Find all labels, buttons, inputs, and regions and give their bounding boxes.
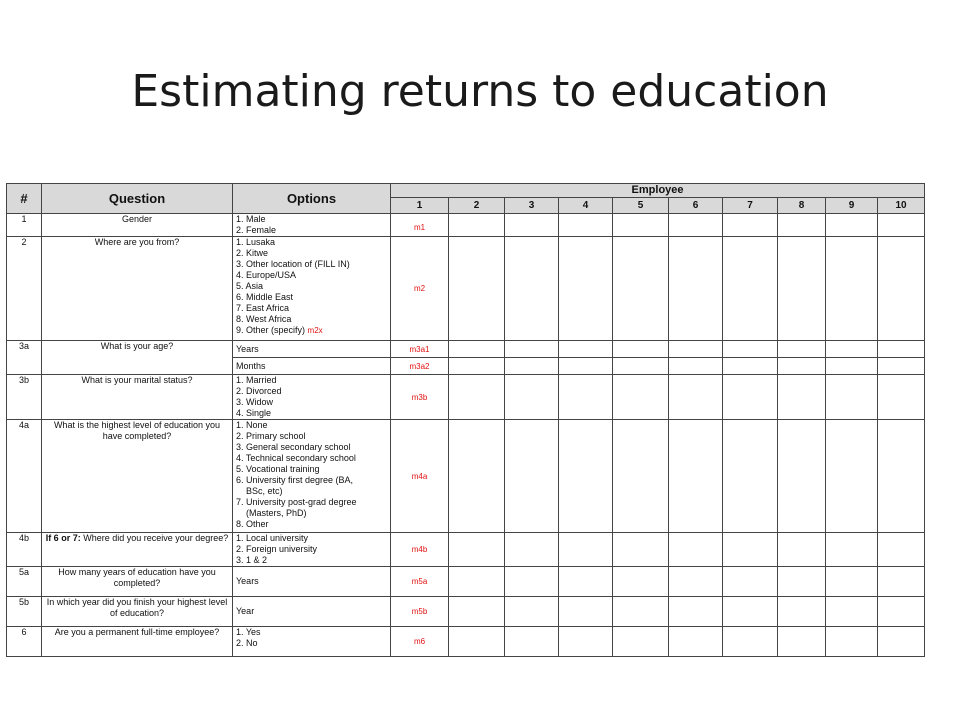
- variable-code: m6: [391, 627, 449, 657]
- question-label: What is your marital status?: [81, 375, 193, 385]
- question-text: [42, 375, 233, 420]
- question-text: [42, 533, 233, 567]
- variable-code: m3a2: [391, 358, 449, 375]
- answer-cell-5b-emp1[interactable]: [449, 597, 505, 627]
- option-item: 7. East Africa: [236, 303, 290, 313]
- option-item: 2. Divorced: [236, 386, 282, 396]
- answer-cell-1-emp8[interactable]: [826, 214, 878, 237]
- answer-cell-4b-emp7[interactable]: [778, 533, 826, 567]
- option-item: 1. Lusaka: [236, 237, 276, 247]
- answer-cell-1-emp2[interactable]: [505, 214, 559, 237]
- table-row: [7, 597, 925, 627]
- answer-cell-5b-emp2[interactable]: [505, 597, 559, 627]
- answer-cell-4a-emp2[interactable]: [505, 420, 559, 533]
- question-label: In which year did you finish your highest level of education?: [46, 597, 228, 618]
- option-item: 8. West Africa: [236, 314, 292, 324]
- answer-cell-4b-emp6[interactable]: [723, 533, 778, 567]
- table-row: [7, 627, 925, 657]
- answer-cell-3a-1-emp2[interactable]: [505, 341, 559, 358]
- answer-cell-4b-emp1[interactable]: [449, 533, 505, 567]
- row-number: 5a: [7, 567, 42, 597]
- answer-cell-4a-emp8[interactable]: [826, 420, 878, 533]
- table-row: [7, 375, 925, 420]
- answer-cell-3a-1-emp4[interactable]: [613, 341, 669, 358]
- row-number: 3a: [7, 341, 42, 375]
- answer-cell-5a-emp9[interactable]: [878, 567, 925, 597]
- answer-cell-3a-2-emp5[interactable]: [669, 358, 723, 375]
- options-list: [233, 567, 391, 597]
- answer-cell-3b-emp6[interactable]: [723, 375, 778, 420]
- answer-cell-1-emp5[interactable]: [669, 214, 723, 237]
- variable-code: m3a1: [391, 341, 449, 358]
- answer-cell-3b-emp4[interactable]: [613, 375, 669, 420]
- answer-cell-5a-emp4[interactable]: [613, 567, 669, 597]
- answer-cell-4a-emp9[interactable]: [878, 420, 925, 533]
- row-number: 6: [7, 627, 42, 657]
- survey-table: [6, 183, 925, 657]
- option-cell: Years: [233, 341, 391, 358]
- employee-column-9: 9: [826, 198, 878, 214]
- answer-cell-3b-emp7[interactable]: [778, 375, 826, 420]
- options-list: [233, 627, 391, 657]
- answer-cell-3b-emp2[interactable]: [505, 375, 559, 420]
- option-item: 4. Technical secondary school: [236, 453, 356, 463]
- variable-code: m3b: [391, 375, 449, 420]
- employee-column-1: 1: [391, 198, 449, 214]
- answer-cell-5b-emp8[interactable]: [826, 597, 878, 627]
- answer-cell-5a-emp7[interactable]: [778, 567, 826, 597]
- answer-cell-1-emp4[interactable]: [613, 214, 669, 237]
- answer-cell-4a-emp5[interactable]: [669, 420, 723, 533]
- options-list: [233, 420, 391, 533]
- answer-cell-5b-emp4[interactable]: [613, 597, 669, 627]
- answer-cell-4b-emp3[interactable]: [559, 533, 613, 567]
- answer-cell-5a-emp3[interactable]: [559, 567, 613, 597]
- answer-cell-4a-emp4[interactable]: [613, 420, 669, 533]
- answer-cell-5a-emp1[interactable]: [449, 567, 505, 597]
- options-list: [233, 214, 391, 237]
- option-variable-code: m2x: [307, 326, 323, 335]
- options-list: [233, 597, 391, 627]
- question-text: What is your age?: [42, 341, 233, 375]
- answer-cell-3a-1-emp3[interactable]: [559, 341, 613, 358]
- answer-cell-4b-emp8[interactable]: [826, 533, 878, 567]
- options-list: [233, 237, 391, 341]
- answer-cell-1-emp3[interactable]: [559, 214, 613, 237]
- answer-cell-3a-2-emp3[interactable]: [559, 358, 613, 375]
- answer-cell-3a-2-emp8[interactable]: [826, 358, 878, 375]
- answer-cell-5b-emp7[interactable]: [778, 597, 826, 627]
- answer-cell-3a-2-emp4[interactable]: [613, 358, 669, 375]
- table-body: [7, 214, 925, 657]
- employee-column-4: 4: [559, 198, 613, 214]
- answer-cell-6-emp4[interactable]: [613, 627, 669, 657]
- header-row-top: [7, 184, 925, 198]
- variable-code: m4a: [391, 420, 449, 533]
- answer-cell-4a-emp1[interactable]: [449, 420, 505, 533]
- answer-cell-1-emp7[interactable]: [778, 214, 826, 237]
- table-row: [7, 533, 925, 567]
- answer-cell-4b-emp4[interactable]: [613, 533, 669, 567]
- option-item: 9. Other (specify) m2x: [236, 325, 323, 335]
- option-item: 3. 1 & 2: [236, 555, 268, 565]
- row-number: 4a: [7, 420, 42, 533]
- question-text: [42, 237, 233, 341]
- variable-code: m1: [391, 214, 449, 237]
- employee-column-10: 10: [878, 198, 925, 214]
- answer-cell-6-emp3[interactable]: [559, 627, 613, 657]
- variable-code: m5b: [391, 597, 449, 627]
- option-item: 1. Local university: [236, 533, 309, 543]
- variable-code: m2: [391, 237, 449, 341]
- answer-cell-2-emp5[interactable]: [669, 237, 723, 341]
- option-item: 1. Married: [236, 375, 277, 385]
- answer-cell-5a-emp8[interactable]: [826, 567, 878, 597]
- table-row: [7, 237, 925, 341]
- answer-cell-6-emp7[interactable]: [778, 627, 826, 657]
- row-number: 2: [7, 237, 42, 341]
- answer-cell-3a-1-emp7[interactable]: [778, 341, 826, 358]
- option-item: 5. Vocational training: [236, 464, 320, 474]
- employee-column-2: 2: [449, 198, 505, 214]
- option-cell: Months: [233, 358, 391, 375]
- answer-cell-3a-1-emp6[interactable]: [723, 341, 778, 358]
- answer-cell-2-emp2[interactable]: [505, 237, 559, 341]
- answer-cell-5a-emp2[interactable]: [505, 567, 559, 597]
- table-row: [7, 567, 925, 597]
- option-item: Year: [236, 606, 255, 616]
- answer-cell-3a-2-emp2[interactable]: [505, 358, 559, 375]
- question-text: [42, 597, 233, 627]
- answer-cell-2-emp8[interactable]: [826, 237, 878, 341]
- answer-cell-3a-2-emp9[interactable]: [878, 358, 925, 375]
- answer-cell-3a-2-emp6[interactable]: [723, 358, 778, 375]
- option-item: 3. General secondary school: [236, 442, 351, 452]
- option-item: 7. University post-grad degree: [236, 497, 357, 507]
- option-item: 5. Asia: [236, 281, 264, 291]
- option-item: 1. Male: [236, 214, 266, 224]
- answer-cell-3a-1-emp1[interactable]: [449, 341, 505, 358]
- answer-cell-2-emp4[interactable]: [613, 237, 669, 341]
- option-item: 8. Other: [236, 519, 269, 529]
- option-item: 6. Middle East: [236, 292, 294, 302]
- question-text: [42, 627, 233, 657]
- answer-cell-3b-emp9[interactable]: [878, 375, 925, 420]
- answer-cell-4a-emp6[interactable]: [723, 420, 778, 533]
- question-condition: If 6 or 7:: [45, 533, 84, 543]
- answer-cell-2-emp9[interactable]: [878, 237, 925, 341]
- option-item: 4. Single: [236, 408, 272, 418]
- options-list: [233, 375, 391, 420]
- answer-cell-6-emp6[interactable]: [723, 627, 778, 657]
- option-item: 2. No: [236, 638, 258, 648]
- answer-cell-6-emp1[interactable]: [449, 627, 505, 657]
- option-item: 4. Europe/USA: [236, 270, 297, 280]
- answer-cell-3b-emp8[interactable]: [826, 375, 878, 420]
- answer-cell-2-emp6[interactable]: [723, 237, 778, 341]
- row-number: 3b: [7, 375, 42, 420]
- answer-cell-2-emp1[interactable]: [449, 237, 505, 341]
- answer-cell-4a-emp3[interactable]: [559, 420, 613, 533]
- question-text: [42, 567, 233, 597]
- option-item: 3. Other location of (FILL IN): [236, 259, 350, 269]
- variable-code: m4b: [391, 533, 449, 567]
- answer-cell-5b-emp6[interactable]: [723, 597, 778, 627]
- answer-cell-3a-2-emp7[interactable]: [778, 358, 826, 375]
- option-item: 2. Kitwe: [236, 248, 269, 258]
- row-number: 1: [7, 214, 42, 237]
- answer-cell-1-emp6[interactable]: [723, 214, 778, 237]
- question-label: Where are you from?: [94, 237, 180, 247]
- employee-column-5: 5: [613, 198, 669, 214]
- answer-cell-2-emp3[interactable]: [559, 237, 613, 341]
- answer-cell-6-emp5[interactable]: [669, 627, 723, 657]
- table-row: [7, 214, 925, 237]
- slide-title: Estimating returns to education: [131, 66, 829, 117]
- answer-cell-1-emp9[interactable]: [878, 214, 925, 237]
- question-text: [42, 420, 233, 533]
- answer-cell-4b-emp9[interactable]: [878, 533, 925, 567]
- header-question: Question: [42, 184, 233, 214]
- answer-cell-5b-emp9[interactable]: [878, 597, 925, 627]
- answer-cell-3a-1-emp5[interactable]: [669, 341, 723, 358]
- question-label: Gender: [121, 214, 153, 224]
- option-item: 2. Foreign university: [236, 544, 318, 554]
- answer-cell-3a-2-emp1[interactable]: [449, 358, 505, 375]
- employee-column-8: 8: [778, 198, 826, 214]
- answer-cell-3b-emp1[interactable]: [449, 375, 505, 420]
- row-number: 4b: [7, 533, 42, 567]
- table-row: [7, 341, 925, 358]
- answer-cell-4a-emp7[interactable]: [778, 420, 826, 533]
- header-number: #: [7, 184, 42, 214]
- employee-column-6: 6: [669, 198, 723, 214]
- employee-column-3: 3: [505, 198, 559, 214]
- question-label: What is the highest level of education you have completed?: [53, 420, 221, 441]
- header-employee: Employee: [391, 184, 925, 198]
- employee-column-7: 7: [723, 198, 778, 214]
- header-options: Options: [233, 184, 391, 214]
- table-row: [7, 420, 925, 533]
- question-label: How many years of education have you completed?: [58, 567, 216, 588]
- row-number: 5b: [7, 597, 42, 627]
- question-label: Where did you receive your degree?: [83, 533, 229, 543]
- answer-cell-6-emp2[interactable]: [505, 627, 559, 657]
- answer-cell-3b-emp5[interactable]: [669, 375, 723, 420]
- option-item: BSc, etc): [246, 486, 283, 496]
- answer-cell-3a-1-emp9[interactable]: [878, 341, 925, 358]
- question-text: [42, 214, 233, 237]
- option-item: (Masters, PhD): [246, 508, 307, 518]
- answer-cell-5b-emp3[interactable]: [559, 597, 613, 627]
- option-item: Years: [236, 576, 259, 586]
- option-item: 6. University first degree (BA,: [236, 475, 354, 485]
- answer-cell-5a-emp6[interactable]: [723, 567, 778, 597]
- option-item: 1. Yes: [236, 627, 261, 637]
- answer-cell-4b-emp2[interactable]: [505, 533, 559, 567]
- option-item: 2. Female: [236, 225, 277, 235]
- answer-cell-2-emp7[interactable]: [778, 237, 826, 341]
- option-item: 2. Primary school: [236, 431, 306, 441]
- variable-code: m5a: [391, 567, 449, 597]
- answer-cell-6-emp9[interactable]: [878, 627, 925, 657]
- question-label: Are you a permanent full-time employee?: [54, 627, 220, 637]
- answer-cell-4b-emp5[interactable]: [669, 533, 723, 567]
- answer-cell-6-emp8[interactable]: [826, 627, 878, 657]
- answer-cell-5a-emp5[interactable]: [669, 567, 723, 597]
- options-list: [233, 533, 391, 567]
- answer-cell-3b-emp3[interactable]: [559, 375, 613, 420]
- option-item: 1. None: [236, 420, 268, 430]
- answer-cell-3a-1-emp8[interactable]: [826, 341, 878, 358]
- answer-cell-1-emp1[interactable]: [449, 214, 505, 237]
- option-item: 3. Widow: [236, 397, 274, 407]
- answer-cell-5b-emp5[interactable]: [669, 597, 723, 627]
